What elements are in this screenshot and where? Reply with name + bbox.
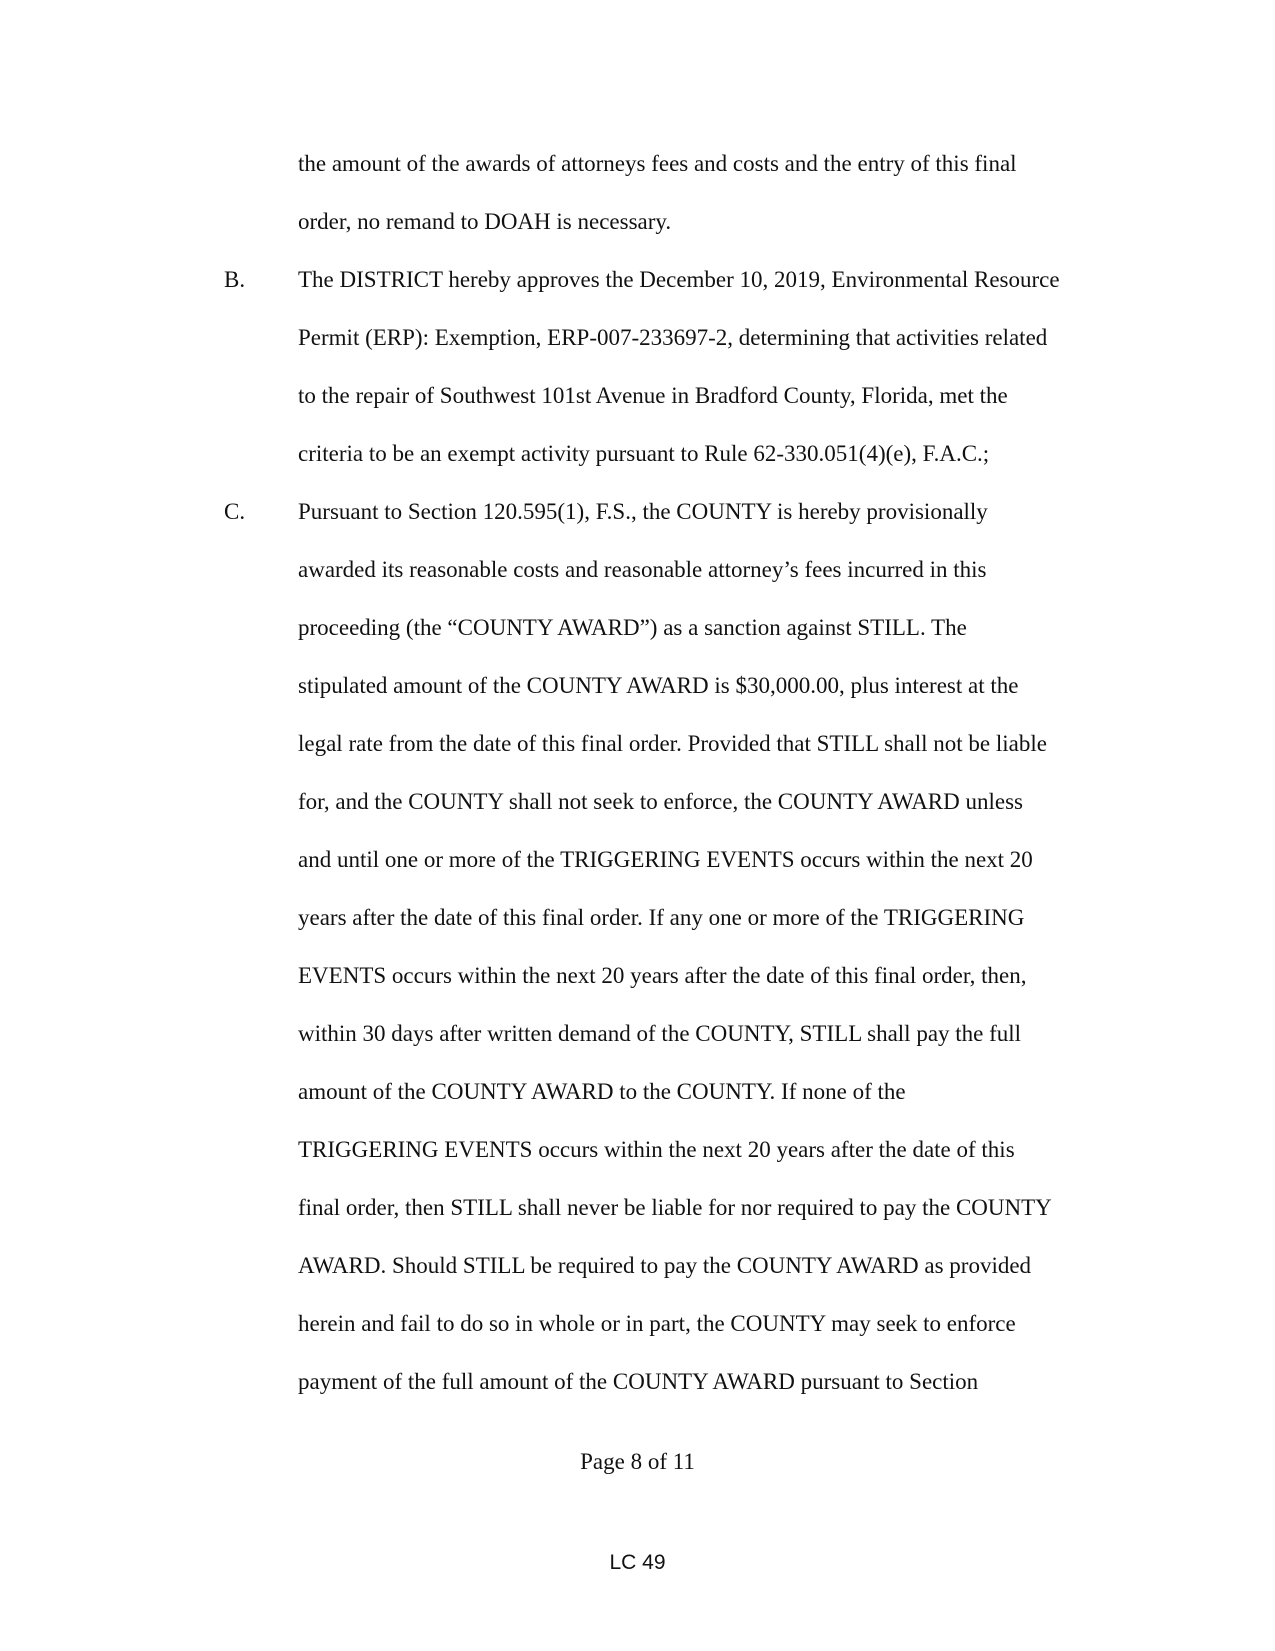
document-stamp-label: LC 49 bbox=[609, 1551, 666, 1574]
item-c-line: TRIGGERING EVENTS occurs within the next 20 years after the date of this bbox=[298, 1137, 1015, 1162]
item-b-line: The DISTRICT hereby approves the December 10, 2019, Environmental Resource bbox=[298, 267, 1060, 292]
item-c-line: proceeding (the “COUNTY AWARD”) as a sanction against STILL. The bbox=[298, 615, 967, 640]
item-c-line: EVENTS occurs within the next 20 years after the date of this final order, then, bbox=[298, 963, 1027, 988]
item-c-line: payment of the full amount of the COUNTY AWARD pursuant to Section bbox=[298, 1369, 979, 1394]
item-b-line: Permit (ERP): Exemption, ERP-007-233697-2, determining that activities related bbox=[298, 325, 1048, 350]
body-line: the amount of the awards of attorneys fees and costs and the entry of this final bbox=[298, 151, 1017, 176]
item-c-line: Pursuant to Section 120.595(1), F.S., the COUNTY is hereby provisionally bbox=[298, 499, 988, 524]
item-c-line: years after the date of this final order. If any one or more of the TRIGGERING bbox=[298, 905, 1025, 930]
item-b-line: criteria to be an exempt activity pursuant to Rule 62-330.051(4)(e), F.A.C.; bbox=[298, 441, 990, 466]
item-c-line: herein and fail to do so in whole or in part, the COUNTY may seek to enforce bbox=[298, 1311, 1016, 1336]
item-c-line: and until one or more of the TRIGGERING EVENTS occurs within the next 20 bbox=[298, 847, 1033, 872]
item-c-marker: C. bbox=[224, 499, 246, 524]
item-c-line: stipulated amount of the COUNTY AWARD is $30,000.00, plus interest at the bbox=[298, 673, 1019, 698]
body-line: order, no remand to DOAH is necessary. bbox=[298, 209, 672, 234]
item-c-line: legal rate from the date of this final order. Provided that STILL shall not be liable bbox=[298, 731, 1047, 756]
item-c-line: within 30 days after written demand of the COUNTY, STILL shall pay the full bbox=[298, 1021, 1022, 1046]
item-c-line: for, and the COUNTY shall not seek to enforce, the COUNTY AWARD unless bbox=[298, 789, 1024, 814]
item-c-line: final order, then STILL shall never be liable for nor required to pay the COUNTY bbox=[298, 1195, 1052, 1220]
item-c-line: awarded its reasonable costs and reasonable attorney’s fees incurred in this bbox=[298, 557, 987, 582]
item-b-marker: B. bbox=[224, 267, 246, 292]
item-c-line: amount of the COUNTY AWARD to the COUNTY. If none of the bbox=[298, 1079, 906, 1104]
page-number: Page 8 of 11 bbox=[580, 1449, 695, 1474]
item-c-line: AWARD. Should STILL be required to pay the COUNTY AWARD as provided bbox=[298, 1253, 1032, 1278]
item-b-line: to the repair of Southwest 101st Avenue in Bradford County, Florida, met the bbox=[298, 383, 1008, 408]
